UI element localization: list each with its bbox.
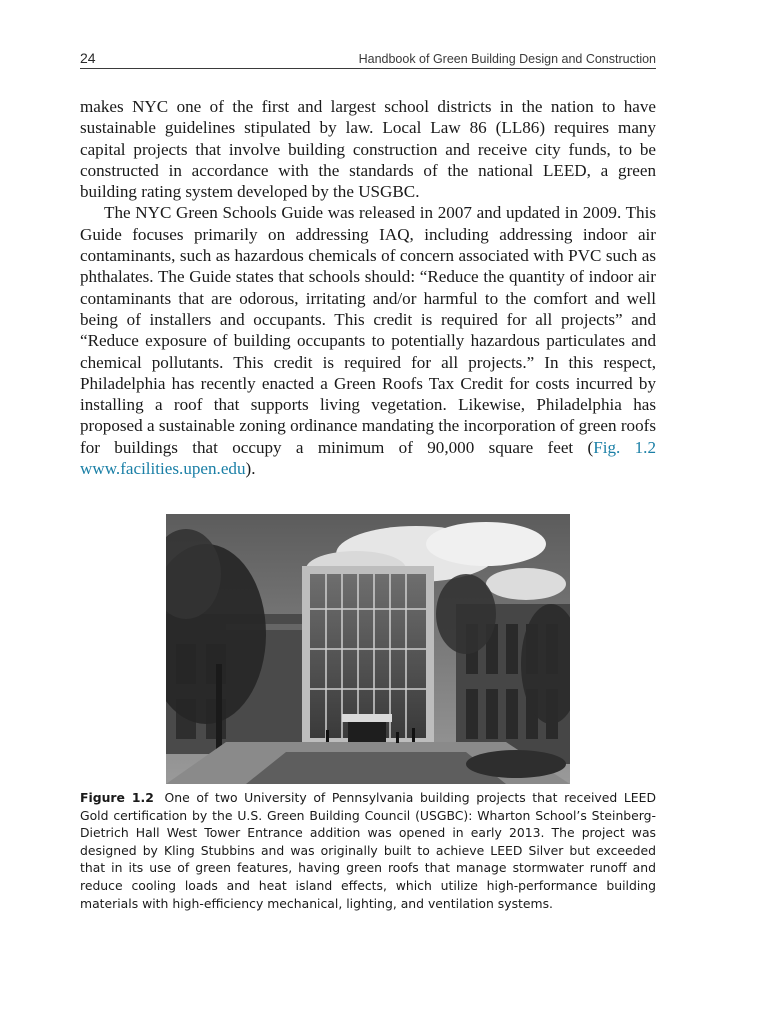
figure-caption-text: One of two University of Pennsylvania building projects that received LEED Gold certification by the U.S. Green Building Council (USGBC): Wharton School’s Steinberg-Dietrich Hall West Tower Entrance addition was opened in early 2013. The project was designed by Kling Stubbins and was originally built to achieve LEED Silver but exceeded that in its use of green features, having green roofs that manage stormwater runoff and reduce cooling loads and heat island effects, which utilize high-performance building materials with high-efficiency mechanical, lighting, and ventilation systems. xyxy=(80,790,656,911)
paragraph-2-end: ). xyxy=(245,459,256,479)
figure-photo xyxy=(166,514,570,784)
figure-label: Figure 1.2 xyxy=(80,790,154,805)
book-title: Handbook of Green Building Design and Construction xyxy=(358,52,656,66)
figure-caption xyxy=(80,789,656,912)
page-number: 24 xyxy=(80,50,96,66)
figure-reference-link[interactable]: Fig. 1.2 www.facilities.upen.edu xyxy=(80,437,657,479)
building-photo xyxy=(166,514,570,784)
paragraph-2-text: The NYC Green Schools Guide was released in 2007 and updated in 2009. This Guide focuses primarily on addressing IAQ, including addressing indoor air contaminants, such as hazardous chemicals of concern associated with PVC such as phthalates. The Guide states that schools should: “Reduce the quantity of indoor air contaminants that are odorous, irritating and/or harmful to the comfort and well being of installers and occupants. This credit is required for all projects” and “Reduce exposure of building occupants to potentially hazardous particulates and chemical pollutants. This credit is required for all projects.” In this respect, Philadelphia has recently enacted a Green Roofs Tax Credit for costs incurred by installing a roof that supports living vegetation. Likewise, Philadelphia has proposed a sustainable zoning ordinance mandating the incorporation of green roofs for buildings that occupy a minimum of 90,000 square feet ( xyxy=(80,203,656,457)
paragraph-2 xyxy=(80,202,656,479)
body-text xyxy=(80,96,656,479)
running-head xyxy=(80,50,656,66)
header-rule xyxy=(80,68,656,69)
paragraph-1: makes NYC one of the first and largest school districts in the nation to have sustainable guidelines stipulated by law. Local Law 86 (LL86) requires many capital projects that involve building construction and receive city funds, to be constructed in accordance with the standards of the national LEED, a green building rating system developed by the USGBC. xyxy=(80,97,656,202)
